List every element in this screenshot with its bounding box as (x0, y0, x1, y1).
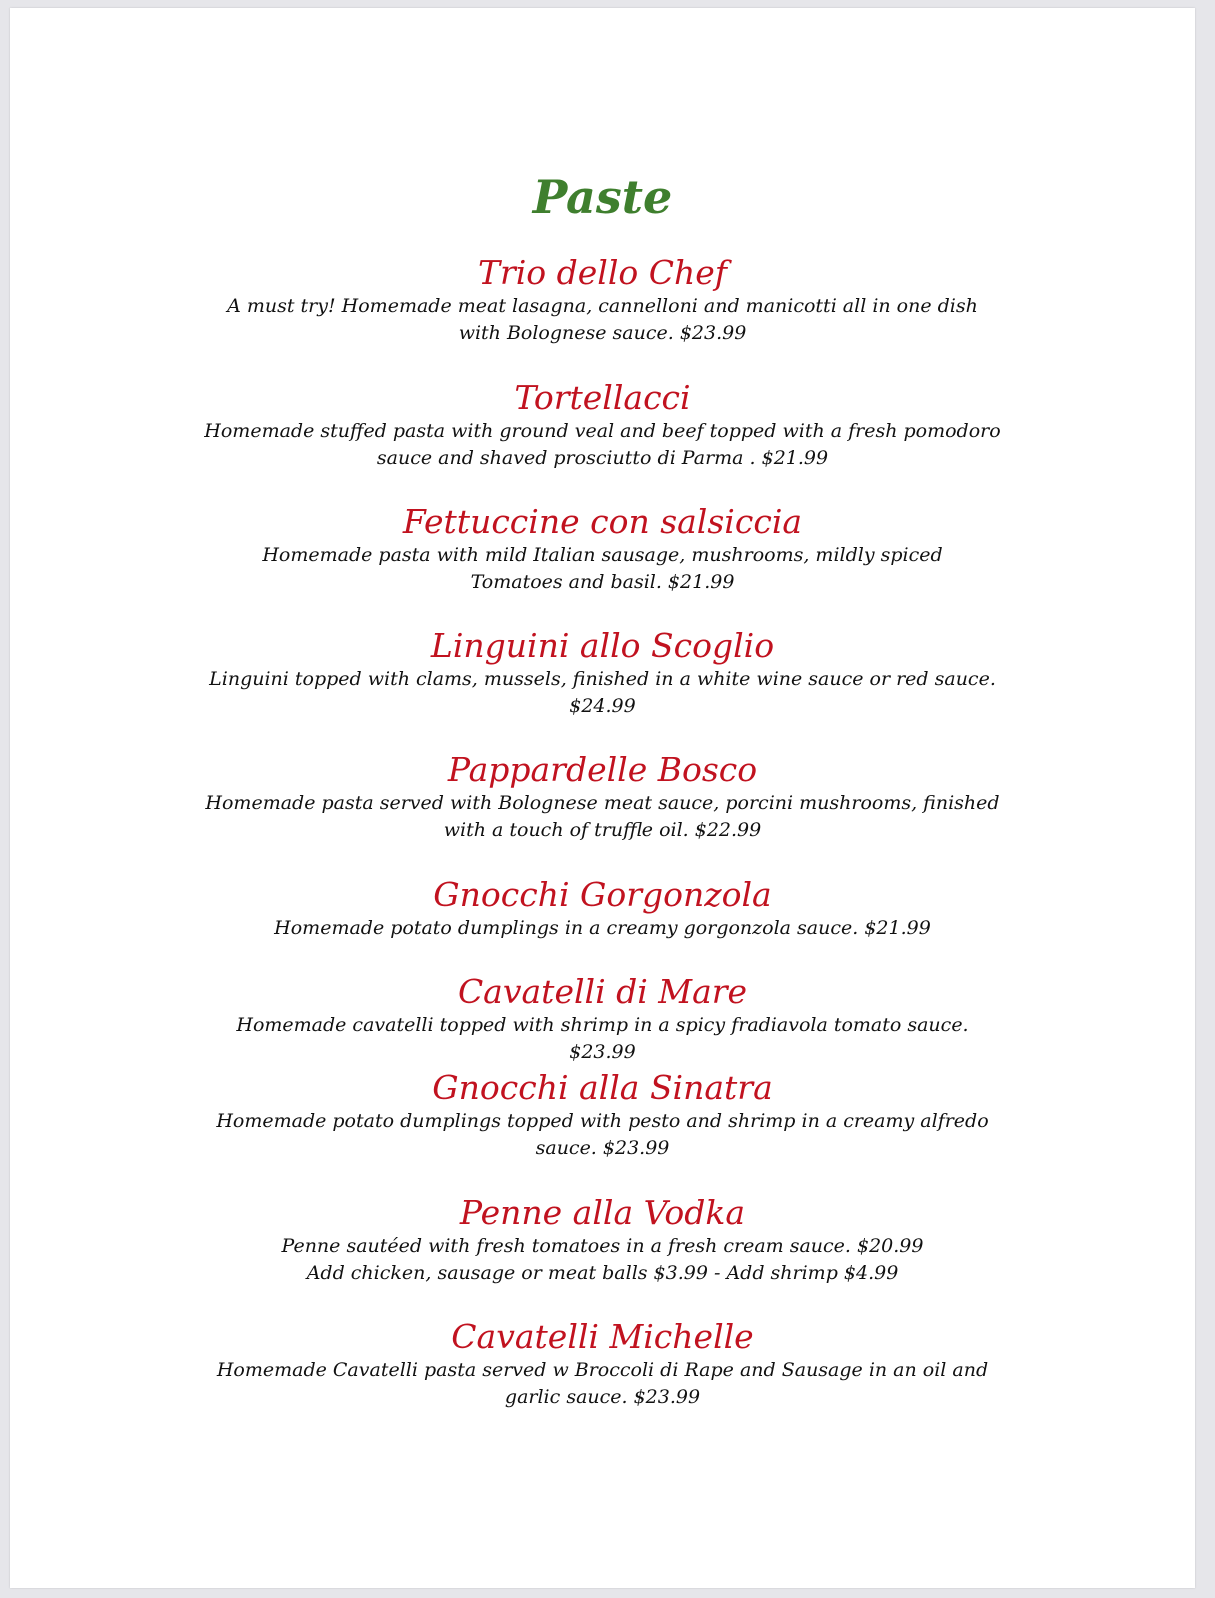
menu-item-description (10, 1233, 1195, 1287)
menu-item-name: Pappardelle Bosco (447, 750, 758, 789)
menu-item-description (10, 915, 1195, 942)
menu-item-description (10, 542, 1195, 596)
description-line: with Bolognese sauce. $23.99 (458, 322, 747, 344)
description-line: Homemade pasta with mild Italian sausage, mushrooms, mildly spiced (262, 544, 943, 566)
menu-item-name: Cavatelli di Mare (457, 972, 748, 1011)
description-line: Homemade pasta served with Bolognese meat sauce, porcini mushrooms, finished (205, 792, 1000, 814)
menu-item-description (10, 1012, 1195, 1066)
menu-item-fettuccine-con-salsiccia (10, 502, 1195, 596)
menu-item-description (10, 418, 1195, 472)
description-line: Penne sautéed with fresh tomatoes in a fresh cream sauce. $20.99 (281, 1235, 924, 1257)
menu-item-name: Fettuccine con salsiccia (402, 502, 803, 541)
menu-item-penne-alla-vodka (10, 1193, 1195, 1287)
menu-title: Paste (532, 170, 673, 224)
description-line: Homemade stuffed pasta with ground veal and beef topped with a fresh pomodoro (204, 420, 1001, 442)
menu-item-name: Trio dello Chef (477, 253, 728, 292)
description-line: sauce. $23.99 (535, 1137, 670, 1159)
description-line: Tomatoes and basil. $21.99 (470, 571, 735, 593)
description-line: $23.99 (569, 1041, 636, 1063)
menu-item-name: Penne alla Vodka (459, 1193, 746, 1232)
menu-item-pappardelle-bosco (10, 750, 1195, 844)
description-line: Linguini topped with clams, mussels, finished in a white wine sauce or red sauce. (209, 668, 996, 690)
menu-item-description (10, 1357, 1195, 1411)
description-line: with a touch of truffle oil. $22.99 (443, 819, 762, 841)
menu-item-tortellacci (10, 378, 1195, 472)
menu-item-cavatelli-di-mare (10, 972, 1195, 1066)
description-line: Homemade Cavatelli pasta served w Broccoli di Rape and Sausage in an oil and (216, 1359, 989, 1381)
menu-item-description (10, 293, 1195, 347)
description-line: garlic sauce. $23.99 (504, 1386, 701, 1408)
description-line: $24.99 (569, 695, 636, 717)
description-line: sauce and shaved prosciutto di Parma . $21.99 (376, 447, 829, 469)
menu-item-name: Gnocchi Gorgonzola (433, 875, 772, 914)
menu-item-description (10, 790, 1195, 844)
menu-page (10, 8, 1195, 1588)
menu-item-cavatelli-michelle (10, 1317, 1195, 1411)
menu-item-name: Linguini allo Scoglio (430, 626, 775, 665)
description-line: Homemade potato dumplings in a creamy gorgonzola sauce. $21.99 (274, 917, 931, 939)
menu-item-gnocchi-alla-sinatra (10, 1068, 1195, 1162)
description-line: Homemade potato dumplings topped with pesto and shrimp in a creamy alfredo (216, 1110, 989, 1132)
description-line: Homemade cavatelli topped with shrimp in a spicy fradiavola tomato sauce. (236, 1014, 969, 1036)
menu-item-trio-dello-chef (10, 253, 1195, 347)
menu-item-description (10, 1108, 1195, 1162)
menu-item-name: Cavatelli Michelle (451, 1317, 754, 1356)
menu-item-name: Tortellacci (514, 378, 691, 417)
description-line: A must try! Homemade meat lasagna, cannelloni and manicotti all in one dish (227, 295, 978, 317)
menu-item-description (10, 666, 1195, 720)
menu-item-linguini-allo-scoglio (10, 626, 1195, 720)
description-line: Add chicken, sausage or meat balls $3.99 - Add shrimp $4.99 (306, 1262, 899, 1284)
menu-item-gnocchi-gorgonzola (10, 875, 1195, 942)
menu-item-name: Gnocchi alla Sinatra (432, 1068, 773, 1107)
